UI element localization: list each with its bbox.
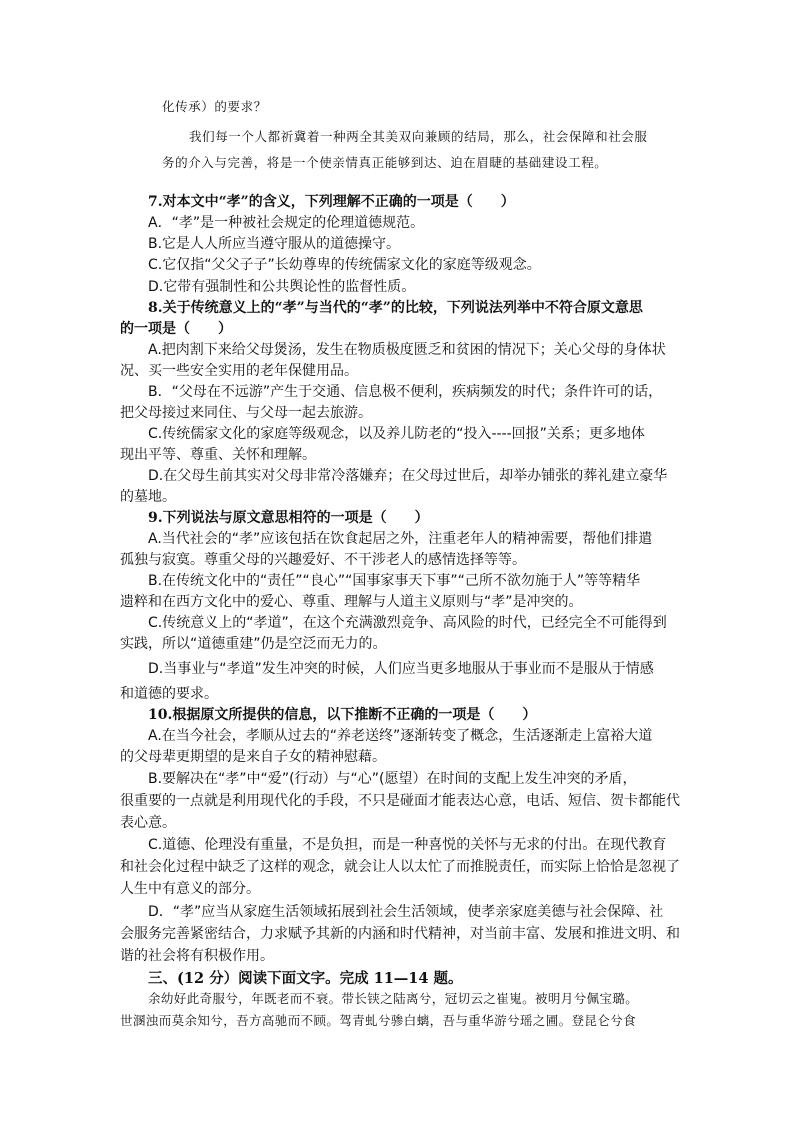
- question-10-option-d: 会服务完善紧密结合，力求赋予其新的内涵和时代精神，对当前丰富、发展和推进文明、和: [120, 926, 680, 942]
- question-10-option-b: 表心意。: [120, 815, 176, 831]
- question-9-option-a: A.当代社会的“孝”应该包括在饮食起居之外，注重老年人的精神需要，帮他们排遣: [148, 531, 653, 547]
- question-9-option-b: B.在传统文化中的“责任”“良心”“国事家事天下事”“己所不欲勿施于人”等等精华: [148, 573, 641, 589]
- question-7-option-b: B.它是人人所应当遵守服从的道德操守。: [148, 236, 401, 252]
- question-9-option-d: D.当事业与“孝道”发生冲突的时候，人们应当更多地服从于事业而不是服从于情感: [148, 661, 654, 677]
- question-10-option-b: 很重要的一点就是利用现代化的手段，不只是碰面才能表达心意，电话、短信、贺卡都能代: [120, 793, 680, 809]
- passage-line: 化传承）的要求？: [162, 99, 267, 114]
- question-8-stem: 8.关于传统意义上的“孝”与当代的“孝”的比较，下列说法列举中不符合原文意思: [148, 300, 643, 316]
- question-7-stem: 7.对本文中“孝”的含义，下列理解不正确的一项是（ ）: [148, 194, 515, 210]
- question-10-option-c: 人生中有意义的部分。: [120, 881, 260, 897]
- question-10-option-d: 谐的社会将有积极作用。: [120, 948, 274, 964]
- question-7-option-a: A．“孝”是一种被社会规定的伦理道德规范。: [148, 215, 425, 231]
- question-7-option-c: C.它仅指“父父子子”长幼尊卑的传统儒家文化的家庭等级观念。: [148, 257, 541, 273]
- question-9-option-c: 实践，所以“道德重建”仍是空泛而无力的。: [120, 636, 387, 652]
- question-8-option-c: C.传统儒家文化的家庭等级观念，以及养儿防老的“投入----回报”关系；更多地体: [148, 426, 645, 442]
- question-8-stem: 的一项是（ ）: [120, 321, 232, 337]
- question-7-option-d: D.它带有强制性和公共舆论性的监督性质。: [148, 279, 416, 295]
- passage-line: 我们每一个人都祈冀着一种两全其美双向兼顾的结局，那么，社会保障和社会服: [189, 129, 648, 144]
- question-8-option-b: B．“父母在不远游”产生于交通、信息极不便利，疾病频发的时代；条件许可的话，: [148, 384, 663, 400]
- question-8-option-d: D.在父母生前其实对父母非常冷落嫌弃；在父母过世后，却举办铺张的葬礼建立豪华: [148, 468, 668, 484]
- classical-text-line: 余幼好此奇服兮，年既老而不衰。带长铗之陆离兮，冠切云之崔嵬。被明月兮佩宝璐。: [148, 991, 639, 1006]
- question-10-option-c: C.道德、伦理没有重量，不是负担，而是一种喜悦的关怀与无求的付出。在现代教育: [148, 837, 667, 853]
- question-8-option-a: 况、买一些安全实用的老年保健用品。: [120, 363, 358, 379]
- question-9-stem: 9.下列说法与原文意思相符的一项是（ ）: [148, 510, 429, 526]
- question-8-option-a: A.把肉割下来给父母煲汤，发生在物质极度匮乏和贫困的情况下；关心父母的身体状: [148, 342, 666, 358]
- question-9-option-a: 孤独与寂寞。尊重父母的兴趣爱好、不干涉老人的感情选择等等。: [120, 552, 526, 568]
- question-9-option-b: 遗粹和在西方文化中的爱心、尊重、理解与人道主义原则与“孝”是冲突的。: [120, 594, 583, 610]
- question-10-stem: 10.根据原文所提供的信息，以下推断不正确的一项是（ ）: [148, 707, 537, 723]
- question-10-option-a: 的父母辈更期望的是来自子女的精神慰藉。: [120, 749, 386, 765]
- question-10-option-a: A.在当今社会，孝顺从过去的“养老送终”逐渐转变了概念，生活逐渐走上富裕大道: [148, 728, 653, 744]
- question-10-option-b: B.要解决在“孝”中“爱”(行动）与“心”(愿望）在时间的支配上发生冲突的矛盾，: [148, 771, 637, 787]
- question-8-option-c: 现出平等、尊重、关怀和理解。: [120, 447, 316, 463]
- question-9-option-d: 和道德的要求。: [120, 686, 218, 702]
- section-heading: 三、(12 分）阅读下面文字。完成 11—14 题。: [148, 970, 463, 987]
- question-8-option-d: 的墓地。: [120, 489, 176, 505]
- passage-line: 务的介入与完善，将是一个使亲情真正能够到达、迫在眉睫的基础建设工程。: [162, 155, 608, 170]
- question-10-option-d: D．“孝”应当从家庭生活领域拓展到社会生活领域，使孝亲家庭美德与社会保障、社: [148, 904, 664, 920]
- question-9-option-c: C.传统意义上的“孝道”，在这个充满激烈竞争、高风险的时代，已经完全不可能得到: [148, 615, 667, 631]
- question-10-option-c: 和社会化过程中缺乏了这样的观念，就会让人以太忙了而推脱责任，而实际上恰恰是忽视了: [120, 859, 680, 875]
- question-8-option-b: 把父母接过来同住、与父母一起去旅游。: [120, 405, 372, 421]
- classical-text-line: 世溷浊而莫余知兮，吾方高驰而不顾。驾青虬兮骖白螭，吾与重华游兮瑶之圃。登昆仑兮食: [120, 1013, 637, 1028]
